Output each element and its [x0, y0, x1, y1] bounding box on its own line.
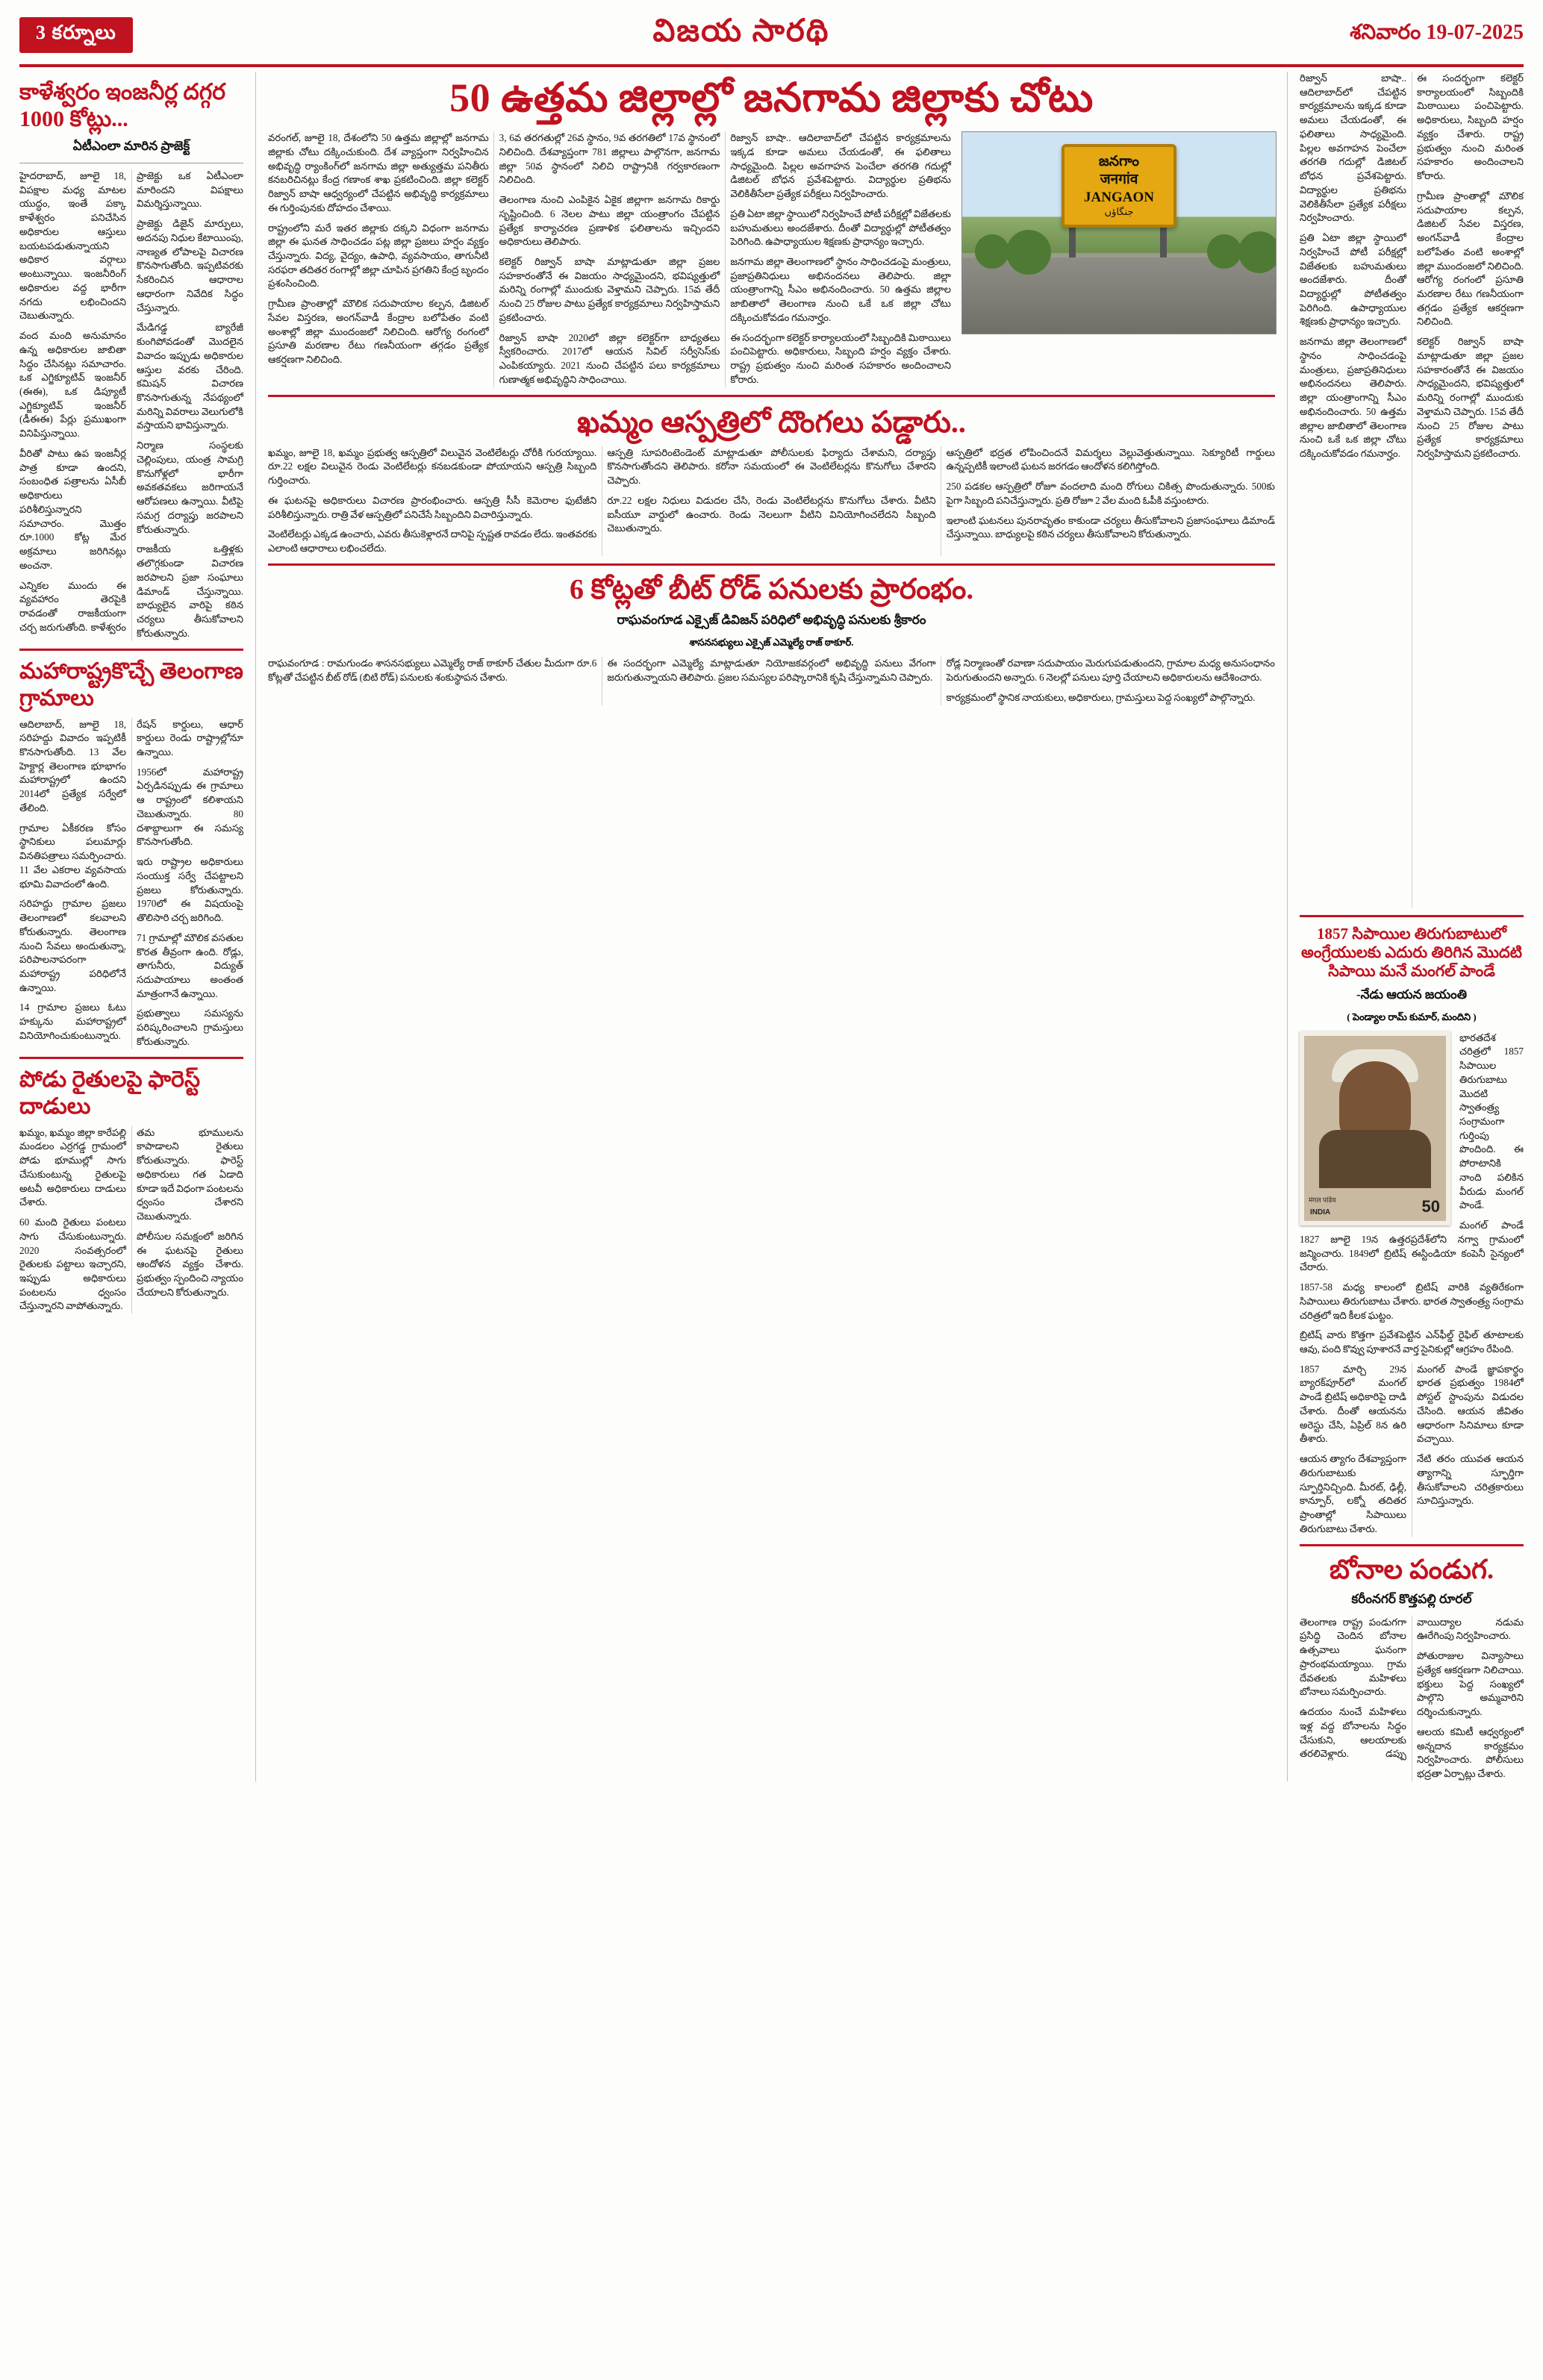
- article-paragraph: 1956లో మహారాష్ట్ర ఏర్పడినప్పుడు ఈ గ్రామాలు ఆ రాష్ట్రంలో కలిశాయని చెబుతున్నారు. 80 దశాబ్దాలుగా ఈ సమస్య కొనసాగుతోంది.: [137, 766, 243, 848]
- article-paragraph: రాఘవంగూడ : రామగుండం శాసనసభ్యులు ఎమ్మెల్యే రాజ్ ఠాకూర్ చేతుల మీదుగా రూ.6 కోట్లతో చేపట్టిన బీట్ రోడ్ (బిటి రోడ్) పనులకు శంకుస్థాపన చేశారు.: [268, 658, 597, 684]
- divider: [268, 563, 1275, 566]
- article-paragraph: పోతురాజుల విన్యాసాలు ప్రత్యేక ఆకర్షణగా నిలిచాయి. భక్తులు పెద్ద సంఖ్యలో పాల్గొని అమ్మవారిని దర్శించుకున్నారు.: [1417, 1650, 1524, 1718]
- article-paragraph: భారతదేశ చరిత్రలో 1857 సిపాయిల తిరుగుబాటు మొదటి స్వాతంత్ర్య సంగ్రామంగా గుర్తింపు పొందింది. ఈ పోరాటానికి నాంది పలికిన వీరుడు మంగల్ పాండే.: [1459, 1031, 1524, 1211]
- article-paragraph: వెంటిలేటర్లు ఎక్కడ ఉంచారు, ఎవరు తీసుకెళ్లారనే దానిపై స్పష్టత రావడం లేదు. ఇంతవరకు ఎలాంటి ఆధారాలు లభించలేదు.: [268, 528, 597, 554]
- subhead-kaleshwaram: ఏటీఎంలా మారిన ప్రాజెక్ట్: [72, 139, 190, 153]
- article-paragraph: ఆస్పత్రిలో భద్రత లోపించిందనే విమర్శలు వెల్లువెత్తుతున్నాయి. సెక్యూరిటీ గార్డులు ఉన్నప్పటికీ ఇలాంటి ఘటన జరగడం ఆందోళన కలిగిస్తోంది.: [946, 446, 1275, 472]
- tree-icon: [1207, 234, 1241, 269]
- paper-title: విజయ సారథి: [652, 14, 830, 49]
- stamp-country-label: INDIA: [1310, 1208, 1331, 1216]
- article-paragraph: 3, 6వ తరగతుల్లో 26వ స్థానం, 9వ తరగతిలో 17వ స్థానంలో నిలిచింది. దేశవ్యాప్తంగా 781 జిల్లాలు పాల్గొనగా, జనగామ జిల్లా 50వ స్థానంలో నిలిచి రాష్ట్రానికి గర్వకారణంగా నిలిచింది.: [499, 132, 720, 186]
- article-paragraph: జనగామ జిల్లా తెలంగాణలో స్థానం సాధించడంపై మంత్రులు, ప్రజాప్రతినిధులు అభినందనలు తెలిపారు. జిల్లా యంత్రాంగాన్ని సీఎం అభినందించారు. 50 ఉత్తమ జిల్లాల జాబితాలో తెలంగాణ నుంచి ఒకే ఒక జిల్లా చోటు దక్కించుకోవడం గమనార్హం.: [730, 255, 951, 323]
- headline-border-villages: మహారాష్ట్రకొచ్చే తెలంగాణ గ్రామాలు: [19, 658, 243, 710]
- article-border-villages: [19, 658, 243, 1049]
- publication-date: శనివారం 19-07-2025: [1350, 21, 1524, 44]
- article-paragraph: కలెక్టర్ రిజ్వాన్ బాషా మాట్లాడుతూ జిల్లా ప్రజల సహకారంతోనే ఈ విజయం సాధ్యమైందని, భవిష్యత్తులో మరిన్ని రంగాల్లో ముందుకు వెళ్తామని చెప్పారు. 15వ తేదీ నుంచి 25 రోజుల పాటు ప్రత్యేక కార్యక్రమాలు నిర్వహిస్తామని ప్రకటించారు.: [1417, 336, 1524, 460]
- article-podu-farmers: [19, 1066, 243, 1314]
- article-paragraph: ఆదిలాబాద్, జూలై 18, సరిహద్దు వివాదం ఇప్పటికీ కొనసాగుతోంది. 13 వేల హెక్టార్ల తెలంగాణ భూభాగం మహారాష్ట్రలో ఉందని 2014లో ప్రత్యేక సర్వేలో తేలింది.: [19, 718, 126, 813]
- divider: [19, 649, 243, 651]
- article-paragraph: రిజ్వాన్ బాషా 2020లో జిల్లా కలెక్టర్‌గా బాధ్యతలు స్వీకరించారు. 2017లో ఆయన సివిల్ సర్వీసెస్‌కు ఎంపికయ్యారు. 2021 నుంచి చేపట్టిన పలు కార్యక్రమాలు గుణాత్మక అభివృద్ధిని సాధించాయి.: [499, 331, 720, 385]
- article-bonalu: [1300, 1554, 1524, 1781]
- right-top-spacer: [1300, 72, 1524, 908]
- article-paragraph: ప్రతి ఏటా జిల్లా స్థాయిలో నిర్వహించే పోటీ పరీక్షల్లో విజేతలకు బహుమతులు అందజేశారు. దీంతో విద్యార్థుల్లో పోటీతత్వం పెరిగింది. ఉపాధ్యాయుల శిక్షణకు ప్రాధాన్యం ఇచ్చారు.: [1300, 232, 1406, 328]
- article-paragraph: కలెక్టర్ రిజ్వాన్ బాషా మాట్లాడుతూ జిల్లా ప్రజల సహకారంతోనే ఈ విజయం సాధ్యమైందని, భవిష్యత్తులో మరిన్ని రంగాల్లో ముందుకు వెళ్తామని చెప్పారు. 15వ తేదీ నుంచి 25 రోజుల పాటు ప్రత్యేక కార్యక్రమాలు నిర్వహిస్తామని ప్రకటించారు.: [499, 255, 720, 323]
- article-paragraph: ఆయన త్యాగం దేశవ్యాప్తంగా తిరుగుబాటుకు స్ఫూర్తినిచ్చింది. మీరట్, ఢిల్లీ, కాన్పూర్, లక్నో తదితర ప్రాంతాల్లో సిపాయిలు తిరుగుబాటు చేశారు.: [1300, 1453, 1406, 1534]
- headline-mangal-pandey: 1857 సిపాయిల తిరుగుబాటులో అంగ్రేయులకు ఎదురు తిరిగిన మొదటి సిపాయి మనే మంగల్ పాండే: [1301, 925, 1522, 981]
- article-paragraph: తెలంగాణ నుంచి ఎంపికైన ఏకైక జిల్లాగా జనగామ రికార్డు సృష్టించింది. 6 నెలల పాటు జిల్లా యంత్రాంగం చేపట్టిన ప్రత్యేక కార్యాచరణ ప్రణాళిక ఫలితాలను ఇచ్చిందని అధికారులు తెలిపారు.: [499, 194, 720, 248]
- jangaon-photo-wrap: [961, 131, 1275, 334]
- article-paragraph: మంగల్ పాండే జ్ఞాపకార్థం భారత ప్రభుత్వం 1984లో పోస్టల్ స్టాంపును విడుదల చేసింది. ఆయన జీవితం ఆధారంగా సినిమాలు కూడా వచ్చాయి.: [1417, 1363, 1524, 1445]
- headline-podu-farmers: పోడు రైతులపై ఫారెస్ట్ దాడులు: [19, 1066, 201, 1119]
- article-paragraph: రిజ్వాన్ బాషా.. ఆదిలాబాద్‌లో చేపట్టిన కార్యక్రమాలను ఇక్కడ కూడా అమలు చేయడంతో, ఈ ఫలితాలు సాధ్యమైంది. పిల్లల అవగాహన పెంచేలా తరగతి గదుల్లో డిజిటల్ బోధన ప్రవేశపెట్టారు. విద్యార్థుల ప్రతిభను వెలికితీసేలా ప్రత్యేక పరీక్షలు నిర్వహించారు.: [1300, 72, 1406, 224]
- divider: [268, 395, 1275, 397]
- article-paragraph: పోలీసుల సమక్షంలో జరిగిన ఈ ఘటనపై రైతులు ఆందోళన వ్యక్తం చేశారు. ప్రభుత్వం స్పందించి న్యాయం చేయాలని కోరుతున్నారు.: [137, 1230, 243, 1298]
- signboard-telugu: జనగాం: [1098, 154, 1140, 170]
- portrait-torso: [1319, 1130, 1431, 1188]
- article-paragraph: గ్రామీణ ప్రాంతాల్లో మౌలిక సదుపాయాల కల్పన, డిజిటల్ సేవల విస్తరణ, అంగన్‌వాడీ కేంద్రాల బలోపేతం వంటి అంశాల్లో జిల్లా ముందంజలో నిలిచింది. ఆరోగ్య రంగంలో ప్రసూతి మరణాల రేటు గణనీయంగా తగ్గడం ప్రత్యేక ఆకర్షణగా నిలిచింది.: [268, 298, 489, 366]
- tree-icon: [1238, 231, 1277, 273]
- article-paragraph: గ్రామీణ ప్రాంతాల్లో మౌలిక సదుపాయాల కల్పన, డిజిటల్ సేవల విస్తరణ, అంగన్‌వాడీ కేంద్రాల బలోపేతం వంటి అంశాల్లో జిల్లా ముందంజలో నిలిచింది. ఆరోగ్య రంగంలో ప్రసూతి మరణాల రేటు గణనీయంగా తగ్గడం ప్రత్యేక ఆకర్షణగా నిలిచింది.: [1417, 190, 1524, 328]
- article-paragraph: రిజ్వాన్ బాషా.. ఆదిలాబాద్‌లో చేపట్టిన కార్యక్రమాలను ఇక్కడ కూడా అమలు చేయడంతో, ఈ ఫలితాలు సాధ్యమైంది. పిల్లల అవగాహన పెంచేలా తరగతి గదుల్లో డిజిటల్ బోధన ప్రవేశపెట్టారు. విద్యార్థుల ప్రతిభను వెలికితీసేలా ప్రత్యేక పరీక్షలు నిర్వహించారు.: [730, 132, 951, 200]
- article-paragraph: ఆస్పత్రి సూపరింటెండెంట్ మాట్లాడుతూ పోలీసులకు ఫిర్యాదు చేశామని, దర్యాప్తు కొనసాగుతోందని తెలిపారు. కరోనా సమయంలో ఈ వెంటిలేటర్లను కొనుగోలు చేశారని చెప్పారు.: [607, 446, 936, 487]
- article-paragraph: ఈ సందర్భంగా ఎమ్మెల్యే మాట్లాడుతూ నియోజకవర్గంలో అభివృద్ధి పనులు వేగంగా జరుగుతున్నాయని తెలిపారు. ప్రజల సమస్యల పరిష్కారానికి కృషి చేస్తున్నామని చెప్పారు.: [607, 658, 936, 684]
- tree-icon: [975, 234, 1009, 269]
- article-paragraph: ఈ ఘటనపై అధికారులు విచారణ ప్రారంభించారు. ఆస్పత్రి సీసీ కెమెరాల ఫుటేజీని పరిశీలిస్తున్నారు. రాత్రి వేళ ఆస్పత్రిలో పనిచేసే సిబ్బందిని విచారిస్తున్నారు.: [268, 494, 597, 520]
- divider: [1300, 1544, 1524, 1546]
- article-paragraph: సరిహద్దు గ్రామాల ప్రజలు తెలంగాణలో కలవాలని కోరుతున్నారు. తెలంగాణ నుంచి సేవలు అందుతున్నా, పరిపాలనాపరంగా మహారాష్ట్ర పరిధిలోనే ఉన్నాయి.: [19, 898, 126, 993]
- article-paragraph: మంగల్ పాండే 1827 జూలై 19న ఉత్తరప్రదేశ్‌లోని నగ్వా గ్రామంలో జన్మించారు. 1849లో బ్రిటిష్ ఈస్టిండియా కంపెనీ సైన్యంలో చేరారు.: [1300, 1219, 1524, 1273]
- article-paragraph: నిర్మాణ సంస్థలకు చెల్లింపులు, యంత్ర సామగ్రి కొనుగోళ్లలో భారీగా అవకతవకలు జరిగాయనే ఆరోపణలు ఉన్నాయి. వీటిపై సమగ్ర దర్యాప్తు జరపాలని కోరుతున్నారు.: [137, 440, 243, 535]
- article-paragraph: నేటి తరం యువత ఆయన త్యాగాన్ని స్ఫూర్తిగా తీసుకోవాలని చరిత్రకారులు సూచిస్తున్నారు.: [1417, 1453, 1524, 1507]
- signboard-english: JANGAON: [1084, 189, 1154, 205]
- article-paragraph: ఇలాంటి ఘటనలు పునరావృతం కాకుండా చర్యలు తీసుకోవాలని ప్రజాసంఘాలు డిమాండ్ చేస్తున్నాయి. బాధ్యులపై కఠిన చర్యలు తీసుకోవాలని కోరుతున్నారు.: [946, 514, 1275, 540]
- article-paragraph: ప్రతి ఏటా జిల్లా స్థాయిలో నిర్వహించే పోటీ పరీక్షల్లో విజేతలకు బహుమతులు అందజేశారు. దీంతో విద్యార్థుల్లో పోటీతత్వం పెరిగింది. ఉపాధ్యాయుల శిక్షణకు ప్రాధాన్యం ఇచ్చారు.: [730, 207, 951, 248]
- article-paragraph: వరంగల్, జూలై 18, దేశంలోని 50 ఉత్తమ జిల్లాల్లో జనగామ జిల్లాకు చోటు దక్కించుకుంది. దేశ వ్యాప్తంగా నిర్వహించిన అభివృద్ధి ర్యాంకింగ్‌లో జనగామ జిల్లా అత్యుత్తమ పనితీరు కనబరిచినట్లు కేంద్ర గణాంక శాఖ ప్రకటించింది. జిల్లా కలెక్టర్ రిజ్వాన్ బాషా ఆధ్వర్యంలో చేపట్టిన అభివృద్ధి కార్యక్రమాలు ఈ గుర్తింపునకు దోహదం చేశాయి.: [268, 132, 489, 213]
- article-paragraph: బ్రిటిష్ వారు కొత్తగా ప్రవేశపెట్టిన ఎన్‌ఫీల్డ్ రైఫిల్ తూటాలకు ఆవు, పంది కొవ్వు పూశారనే వార్త సైనికుల్లో ఆగ్రహం రేపింది.: [1300, 1329, 1524, 1355]
- article-beat-road: [268, 573, 1275, 705]
- article-paragraph: రాజకీయ ఒత్తిళ్లకు తలొగ్గకుండా విచారణ జరపాలని ప్రజా సంఘాలు డిమాండ్ చేస్తున్నాయి. బాధ్యులైన వారిపై కఠిన చర్యలు తీసుకోవాలని కోరుతున్నారు.: [137, 543, 243, 639]
- mangal-pandey-stamp: [1300, 1031, 1450, 1225]
- article-paragraph: ఆలయ కమిటీ ఆధ్వర్యంలో అన్నదాన కార్యక్రమం నిర్వహించారు. పోలీసులు భద్రతా ఏర్పాట్లు చేశారు.: [1417, 1725, 1524, 1780]
- subhead-mangal-pandey: -నేడు ఆయన జయంతి: [1356, 987, 1468, 1002]
- signboard-urdu: جنگاؤں: [1104, 206, 1134, 218]
- divider: [19, 1057, 243, 1059]
- headline-bonalu: బోనాల పండుగ.: [1329, 1554, 1494, 1584]
- article-paragraph: ఇరు రాష్ట్రాల అధికారులు సంయుక్త సర్వే చేపట్టాలని ప్రజలు కోరుతున్నారు. 1970లో ఈ విషయంపై తొలిసారి చర్చ జరిగింది.: [137, 856, 243, 924]
- headline-beat-road: 6 కోట్లతో బీట్ రోడ్ పనులకు ప్రారంభం.: [570, 573, 973, 605]
- jangaon-welcome-photo: [961, 131, 1277, 334]
- article-mangal-pandey: [1300, 925, 1524, 1537]
- subhead-bonalu: కరీంనగర్ కొత్తపల్లి రూరల్: [1351, 1591, 1472, 1606]
- stamp-name-label: मंगल पांडेय: [1309, 1196, 1336, 1204]
- article-paragraph: ఈ సందర్భంగా కలెక్టర్ కార్యాలయంలో సిబ్బందికి మిఠాయిలు పంచిపెట్టారు. అధికారులు, సిబ్బంది హర్షం వ్యక్తం చేశారు. రాష్ట్ర ప్రభుత్వం నుంచి మరింత సహకారం అందించాలని కోరారు.: [730, 331, 951, 385]
- article-paragraph: ఈ సందర్భంగా కలెక్టర్ కార్యాలయంలో సిబ్బందికి మిఠాయిలు పంచిపెట్టారు. అధికారులు, సిబ్బంది హర్షం వ్యక్తం చేశారు. రాష్ట్ర ప్రభుత్వం నుంచి మరింత సహకారం అందించాలని కోరారు.: [1417, 72, 1524, 182]
- article-paragraph: తమ భూములను కాపాడాలని రైతులు కోరుతున్నారు. ఫారెస్ట్ అధికారులు గత ఏడాది కూడా ఇదే విధంగా పంటలను ధ్వంసం చేశారని చెబుతున్నారు.: [137, 1126, 243, 1222]
- headline-kaleshwaram: కాళేశ్వరం ఇంజనీర్ల దగ్గర 1000 కోట్లు...: [19, 80, 225, 131]
- left-column: [19, 72, 243, 1314]
- masthead: [19, 13, 1524, 67]
- article-kaleshwaram: [19, 79, 243, 641]
- center-column: [268, 72, 1275, 705]
- article-paragraph: 60 మంది రైతులు పంటలు సాగు చేసుకుంటున్నారు. 2020 సంవత్సరంలో రైతులకు పట్టాలు ఇచ్చారని, ఇప్పుడు అధికారులు పంటలను ధ్వంసం చేస్తున్నారని వాపోతున్నారు.: [19, 1216, 126, 1312]
- page-content: [19, 72, 1524, 1781]
- article-paragraph: 1857 మార్చి 29న బ్యారక్‌పూర్‌లో మంగల్ పాండే బ్రిటిష్ అధికారిపై దాడి చేశారు. దీంతో ఆయనను అరెస్టు చేసి, ఏప్రిల్ 8న ఉరి తీశారు.: [1300, 1363, 1406, 1445]
- article-paragraph: వంద మంది అనుమానం ఉన్న అధికారుల జాబితా సిద్ధం చేసినట్లు సమాచారం. ఒక ఎగ్జిక్యూటివ్ ఇంజనీర్ (ఈఈ), ఒక డిప్యూటీ ఎగ్జిక్యూటివ్ ఇంజనీర్ (డీఈఈ) పేర్లు ప్రముఖంగా వినిపిస్తున్నాయి.: [19, 330, 126, 440]
- article-paragraph: రూ.22 లక్షల నిధులు విడుదల చేసి, రెండు వెంటిలేటర్లను కొనుగోలు చేశారు. వీటిని ఐసీయూ వార్డులో ఉంచారు. రెండు నెలలుగా వీటిని వినియోగించలేదని సిబ్బంది చెబుతున్నారు.: [607, 494, 936, 534]
- article-paragraph: ఖమ్మం, జూలై 18, ఖమ్మం ప్రభుత్వ ఆస్పత్రిలో విలువైన వెంటిలేటర్లు చోరీకి గురయ్యాయి. రూ.22 లక్షల విలువైన రెండు వెంటిలేటర్లు కనబడకుండా పోయాయని ఆస్పత్రి సిబ్బంది గుర్తించారు.: [268, 446, 597, 487]
- stamp-value-label: 50: [1421, 1196, 1440, 1216]
- stamp-wrap: [1300, 1031, 1450, 1225]
- divider: [1300, 915, 1524, 917]
- article-paragraph: హైదరాబాద్, జూలై 18, విపక్షాల మధ్య మాటల యుద్ధం, ఇంతే పక్కా కాళేశ్వరం పనిచేసిన అధికారుల ఆస్తులు బయటపడుతున్నాయని అధికార వర్గాలు అంటున్నాయి. ఇంజనీరింగ్ అధికారుల వద్ద భారీగా నగదు లభించిందని చెబుతున్నారు.: [19, 170, 126, 322]
- article-paragraph: ప్రాజెక్టు డిజైన్ మార్పులు, అదనపు నిధుల కేటాయింపు, నాణ్యత లోపాలపై విచారణ కొనసాగుతోంది. ఇప్పటివరకు సేకరించిన ఆధారాల ఆధారంగా నివేదిక సిద్ధం చేస్తున్నారు.: [137, 218, 243, 313]
- jangaon-signboard: [1062, 144, 1176, 228]
- subhead-beat-road: రాఘవంగూడ ఎక్సైజ్ డివిజన్ పరిధిలో అభివృద్ధి పనులకు శ్రీకారం: [617, 613, 926, 628]
- byline-beat-road: శాసనసభ్యులు ఎక్సైజ్ ఎమ్మెల్యే రాజ్ ఠాకూర్.: [689, 637, 854, 649]
- article-paragraph: 1857-58 మధ్య కాలంలో బ్రిటిష్ వారికి వ్యతిరేకంగా సిపాయిలు తిరుగుబాటు చేశారు. భారత స్వాతంత్ర్య సంగ్రామ చరిత్రలో ఇది కీలక ఘట్టం.: [1300, 1281, 1524, 1321]
- article-hospital-theft: [268, 405, 1275, 556]
- article-paragraph: వీరితో పాటు ఉప ఇంజనీర్ల పాత్ర కూడా ఉందని, సంబంధిత పత్రాలను ఏసీబీ అధికారులు పరిశీలిస్తున్నారని సమాచారం. మొత్తం రూ.1000 కోట్ల మేర అక్రమాలు జరిగినట్లు అంచనా.: [19, 447, 126, 571]
- column-divider: [1287, 72, 1288, 1781]
- headline-hospital-theft: ఖమ్మం ఆస్పత్రిలో దొంగలు పడ్డారు..: [577, 405, 966, 439]
- signboard-hindi: जनगांव: [1100, 171, 1138, 187]
- byline-mangal-pandey: ( పెండ్యాల రామ్ కుమార్, మందిని ): [1347, 1011, 1477, 1022]
- article-paragraph: 14 గ్రామాల ప్రజలు ఓటు హక్కును మహారాష్ట్రలో వినియోగించుకుంటున్నారు. రేషన్ కార్డులు, ఆధార్ కార్డులు రెండు రాష్ట్రాల్లోనూ ఉన్నాయి.: [19, 718, 243, 1041]
- article-paragraph: ఖమ్మం, ఖమ్మం జిల్లా కారేపల్లి మండలం ఎర్రగడ్డ గ్రామంలో పోడు భూముల్లో సాగు చేసుకుంటున్న రైతులపై అటవీ అధికారులు దాడులు చేశారు.: [19, 1126, 126, 1208]
- article-paragraph: ఉదయం నుంచే మహిళలు ఇళ్ల వద్ద బోనాలను సిద్ధం చేసుకుని, ఆలయాలకు తరలివెళ్లారు. డప్పు వాయిద్యాల నడుమ ఊరేగింపు నిర్వహించారు.: [1300, 1616, 1524, 1760]
- article-paragraph: తెలంగాణ రాష్ట్ర పండుగగా ప్రసిద్ధి చెందిన బోనాల ఉత్సవాలు ఘనంగా ప్రారంభమయ్యాయి. గ్రామ దేవతలకు మహిళలు బోనాలు సమర్పించారు.: [1300, 1616, 1406, 1698]
- main-headline: 50 ఉత్తమ జిల్లాల్లో జనగామ జిల్లాకు చోటు: [449, 75, 1094, 120]
- column-divider: [255, 72, 256, 1781]
- article-paragraph: రోడ్ల నిర్మాణంతో రవాణా సదుపాయం మెరుగుపడుతుందని, గ్రామాల మధ్య అనుసంధానం పెరుగుతుందని అన్నారు. 6 నెలల్లో పనులు పూర్తి చేయాలని అధికారులను ఆదేశించారు.: [946, 658, 1275, 684]
- article-paragraph: ఎన్నికల ముందు ఈ వ్యవహారం తెరపైకి రావడంతో రాజకీయంగా చర్చ జరుగుతోంది. కాళేశ్వరం ప్రాజెక్టు ఒక ఏటీఎంలా మారిందని విపక్షాలు విమర్శిస్తున్నాయి.: [19, 170, 243, 633]
- article-paragraph: కార్యక్రమంలో స్థానిక నాయకులు, అధికారులు, గ్రామస్తులు పెద్ద సంఖ్యలో పాల్గొన్నారు.: [946, 691, 1256, 703]
- page-number-badge: 3 కర్నూలు: [19, 17, 133, 53]
- road-surface: [962, 257, 1276, 334]
- article-paragraph: జనగామ జిల్లా తెలంగాణలో స్థానం సాధించడంపై మంత్రులు, ప్రజాప్రతినిధులు అభినందనలు తెలిపారు. జిల్లా యంత్రాంగాన్ని సీఎం అభినందించారు. 50 ఉత్తమ జిల్లాల జాబితాలో తెలంగాణ నుంచి ఒకే ఒక జిల్లా చోటు దక్కించుకోవడం గమనార్హం.: [1300, 336, 1406, 460]
- tree-icon: [1006, 230, 1051, 275]
- article-paragraph: 71 గ్రామాల్లో మౌలిక వసతుల కొరత తీవ్రంగా ఉంది. రోడ్లు, తాగునీరు, విద్యుత్ సదుపాయాలు అంతంత మాత్రంగానే ఉన్నాయి.: [137, 931, 243, 999]
- article-paragraph: 250 పడకల ఆస్పత్రిలో రోజూ వందలాది మంది రోగులు చికిత్స పొందుతున్నారు. 500కు పైగా సిబ్బంది పనిచేస్తున్నారు. ప్రతి రోజూ 2 వేల మంది ఓపీకి వస్తుంటారు.: [946, 481, 1275, 506]
- right-column: [1300, 72, 1524, 1781]
- article-paragraph: గ్రామాల ఏకీకరణ కోసం స్థానికులు పలుమార్లు వినతిపత్రాలు సమర్పించారు. 11 వేల ఎకరాల వ్యవసాయ భూమి వివాదంలో ఉంది.: [19, 822, 126, 890]
- article-paragraph: మేడిగడ్డ బ్యారేజీ కుంగిపోవడంతో మొదలైన వివాదం ఇప్పుడు అధికారుల ఆస్తుల వరకు చేరింది. కమిషన్ విచారణ కొనసాగుతున్న నేపథ్యంలో మరిన్ని వివరాలు వెలుగులోకి వస్తాయని భావిస్తున్నారు.: [137, 322, 243, 431]
- article-paragraph: ప్రభుత్వాలు సమస్యను పరిష్కరించాలని గ్రామస్తులు కోరుతున్నారు.: [137, 1008, 243, 1047]
- article-paragraph: రాష్ట్రంలోని మరే ఇతర జిల్లాకు దక్కని విధంగా జనగామ జిల్లా ఈ ఘనత సాధించడం పట్ల జిల్లా ప్రజలు హర్షం వ్యక్తం చేస్తున్నారు. విద్య, వైద్యం, ఉపాధి, వ్యవసాయం, తాగునీటి సరఫరా తదితర రంగాల్లో జిల్లా చూపిన ప్రగతిని కేంద్ర బృందం ప్రశంసించింది.: [268, 222, 489, 290]
